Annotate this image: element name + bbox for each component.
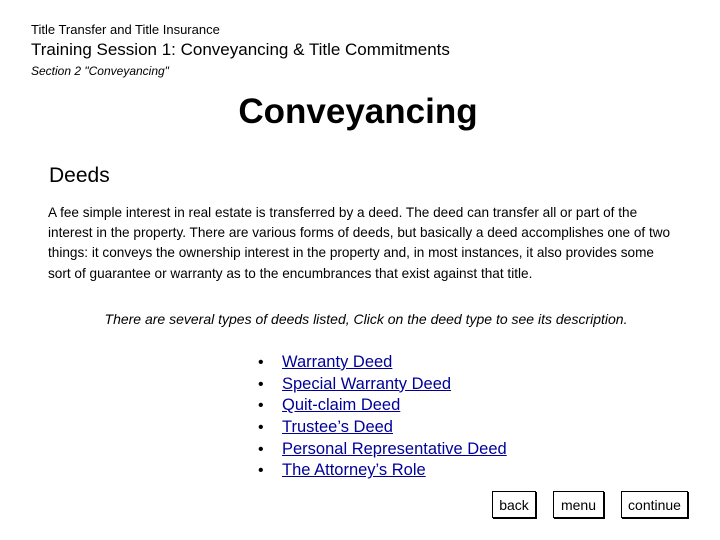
session-title: Training Session 1: Conveyancing & Title Commitments bbox=[31, 40, 450, 59]
bullet-icon: • bbox=[258, 397, 264, 415]
list-item bbox=[258, 439, 507, 461]
bullet-icon: • bbox=[258, 462, 264, 480]
instruction-text: There are several types of deeds listed, Click on the deed type to see its description. bbox=[104, 311, 628, 327]
list-item bbox=[258, 352, 507, 374]
list-item bbox=[258, 374, 507, 396]
continue-button[interactable]: continue bbox=[621, 491, 688, 518]
bullet-icon: • bbox=[258, 419, 264, 437]
deed-type-list bbox=[258, 352, 507, 482]
course-title: Title Transfer and Title Insurance bbox=[31, 22, 220, 37]
body-paragraph: A fee simple interest in real estate is transferred by a deed. The deed can transfer all or part of the interest in the property. There are various forms of deeds, but basically a deed accomplishes one of two things: it conveys the ownership interest in the property and, in most instances, it also provides some sort of guarantee or warranty as to the encumbrances that exist against that title. bbox=[48, 205, 671, 281]
bullet-icon: • bbox=[258, 354, 264, 371]
warranty-deed-link[interactable]: Warranty Deed bbox=[282, 353, 393, 371]
back-button[interactable]: back bbox=[492, 491, 536, 518]
special-warranty-deed-link[interactable]: Special Warranty Deed bbox=[282, 374, 452, 393]
trustees-deed-link[interactable]: Trustee’s Deed bbox=[282, 418, 393, 437]
personal-representative-deed-link[interactable]: Personal Representative Deed bbox=[282, 439, 507, 458]
bullet-icon: • bbox=[258, 375, 264, 393]
section-title: Section 2 "Conveyancing" bbox=[31, 64, 169, 78]
list-item bbox=[258, 417, 507, 439]
attorneys-role-link[interactable]: The Attorney’s Role bbox=[282, 461, 426, 480]
list-item bbox=[258, 395, 507, 417]
menu-button[interactable]: menu bbox=[553, 491, 604, 518]
page-title: Conveyancing bbox=[238, 92, 478, 131]
subheading-deeds: Deeds bbox=[49, 164, 110, 187]
list-item bbox=[258, 460, 507, 482]
bullet-icon: • bbox=[258, 440, 264, 458]
quit-claim-deed-link[interactable]: Quit-claim Deed bbox=[282, 396, 401, 415]
